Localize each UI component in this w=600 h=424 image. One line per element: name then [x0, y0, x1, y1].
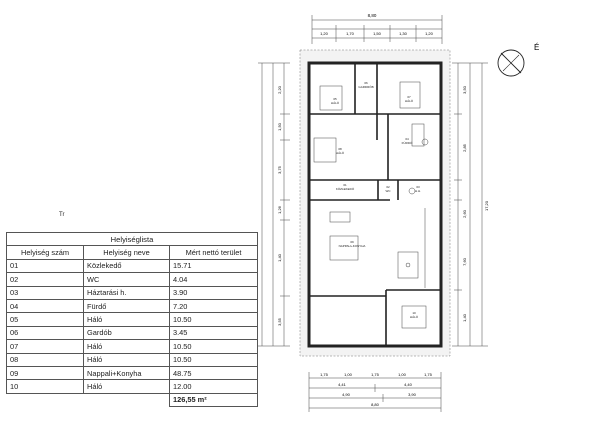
room-no-10: 10: [412, 311, 416, 315]
table-row: [7, 299, 258, 312]
room-name: Háló: [84, 340, 170, 353]
bottom-dim-2b: 4,40: [404, 382, 412, 387]
total-spacer: [84, 393, 170, 406]
bottom-dim-1c: 1,75: [371, 372, 379, 377]
room-name: WC: [84, 273, 170, 286]
table-row: [7, 380, 258, 393]
room-area: 15.71: [170, 259, 258, 272]
bottom-dim-2a: 4,41: [338, 382, 346, 387]
room-name-05: HÁLÓ: [330, 101, 340, 105]
bottom-dim-3b: 3,90: [408, 392, 416, 397]
top-dim-4: 1,30: [399, 31, 407, 36]
room-name-08: HÁLÓ: [335, 151, 345, 155]
room-area: 4.04: [170, 273, 258, 286]
room-area: 3.45: [170, 326, 258, 339]
room-no-04: 04: [405, 137, 409, 141]
top-segment-dims: [320, 31, 434, 36]
room-name-02: WC: [385, 189, 391, 193]
room-number: 06: [7, 326, 84, 339]
bottom-dims: [320, 372, 433, 407]
top-total-dim: 8,80: [367, 13, 377, 18]
table-row: [7, 313, 258, 326]
room-number: 10: [7, 380, 84, 393]
room-name-10: HÁLÓ: [409, 315, 419, 319]
bottom-dim-1b: 1,00: [344, 372, 352, 377]
table-total-row: [7, 393, 258, 406]
room-name-04: FÜRDŐ: [401, 141, 413, 145]
room-number: 03: [7, 286, 84, 299]
room-name: Fürdő: [84, 299, 170, 312]
right-dim-3: 2,60: [462, 210, 467, 218]
room-name-06: GARDRÓB: [358, 85, 374, 89]
top-dim-2: 1,70: [346, 31, 354, 36]
room-no-06: 06: [364, 81, 368, 85]
table-title-row: [7, 233, 258, 246]
bottom-dim-1d: 1,00: [398, 372, 406, 377]
room-number: 04: [7, 299, 84, 312]
bottom-total-dim: 8,80: [371, 402, 379, 407]
room-name: Háztarási h.: [84, 286, 170, 299]
table-row: [7, 366, 258, 379]
left-dim-5: 1,40: [277, 254, 282, 262]
room-area: 7.20: [170, 299, 258, 312]
room-name: Gardób: [84, 326, 170, 339]
room-area: 10.50: [170, 340, 258, 353]
left-dim-3: 3,75: [277, 166, 282, 174]
right-dim-1: 3,50: [462, 86, 467, 94]
room-number: 05: [7, 313, 84, 326]
header-room-number: Helyiség szám: [7, 246, 84, 259]
right-dim-4: 7,60: [462, 258, 467, 266]
table-header-row: [7, 246, 258, 259]
table-row: [7, 353, 258, 366]
room-number: 07: [7, 340, 84, 353]
left-dim-2: 1,50: [277, 123, 282, 131]
room-number: 09: [7, 366, 84, 379]
room-name: Háló: [84, 380, 170, 393]
bottom-dim-3a: 4,90: [342, 392, 350, 397]
room-name: Háló: [84, 353, 170, 366]
top-dim-1: 1,20: [320, 31, 328, 36]
room-name: Háló: [84, 313, 170, 326]
room-number: 02: [7, 273, 84, 286]
left-dims: [277, 85, 282, 326]
room-schedule-table: [6, 232, 258, 407]
total-area: 126,55 m²: [170, 393, 258, 406]
room-number: 01: [7, 259, 84, 272]
right-dimension-lines: [452, 63, 488, 346]
north-label: É: [534, 43, 540, 52]
room-name-01: KÖZLEKEDŐ: [335, 187, 355, 191]
corner-mark: Tr: [59, 212, 65, 218]
table-row: [7, 340, 258, 353]
room-no-07: 07: [407, 95, 411, 99]
left-dim-4: 1,26: [277, 206, 282, 214]
table-title: Helyiséglista: [7, 233, 258, 246]
total-spacer: [7, 393, 84, 406]
room-name: Közlekedő: [84, 259, 170, 272]
room-name: Nappali+Konyha: [84, 366, 170, 379]
room-no-03: 03: [416, 185, 420, 189]
table-row: [7, 259, 258, 272]
room-no-05: 05: [333, 97, 337, 101]
building-outline: [300, 50, 450, 356]
right-dims: [462, 85, 489, 322]
room-name-09: NAPPALI+KONYHA: [338, 244, 366, 248]
room-area: 10.50: [170, 353, 258, 366]
room-name-03: H.H.: [415, 189, 421, 193]
header-room-name: Helyiség neve: [84, 246, 170, 259]
table-row: [7, 326, 258, 339]
room-no-01: 01: [343, 183, 347, 187]
room-no-09: 09: [350, 240, 354, 244]
table-row: [7, 286, 258, 299]
room-area: 10.50: [170, 313, 258, 326]
room-no-08: 08: [338, 147, 342, 151]
top-dim-5: 1,20: [425, 31, 433, 36]
room-area: 3.90: [170, 286, 258, 299]
bottom-dim-1a: 1,75: [320, 372, 328, 377]
bottom-dim-1e: 1,75: [424, 372, 432, 377]
room-area: 12.00: [170, 380, 258, 393]
top-dimension-lines: [312, 15, 442, 44]
room-number: 08: [7, 353, 84, 366]
left-dim-1: 2,20: [277, 86, 282, 94]
room-no-02: 02: [386, 185, 390, 189]
top-dim-3: 1,50: [373, 31, 381, 36]
right-dim-5: 1,40: [462, 314, 467, 322]
room-name-07: HÁLÓ: [404, 99, 414, 103]
header-net-area: Mért nettó terület: [170, 246, 258, 259]
right-dim-2: 2,85: [462, 144, 467, 152]
north-arrow: [498, 43, 539, 76]
table-row: [7, 273, 258, 286]
left-dimension-lines: [258, 63, 290, 346]
room-area: 48.75: [170, 366, 258, 379]
right-total-dim: 17,20: [484, 200, 489, 212]
left-dim-6: 3,55: [277, 318, 282, 326]
